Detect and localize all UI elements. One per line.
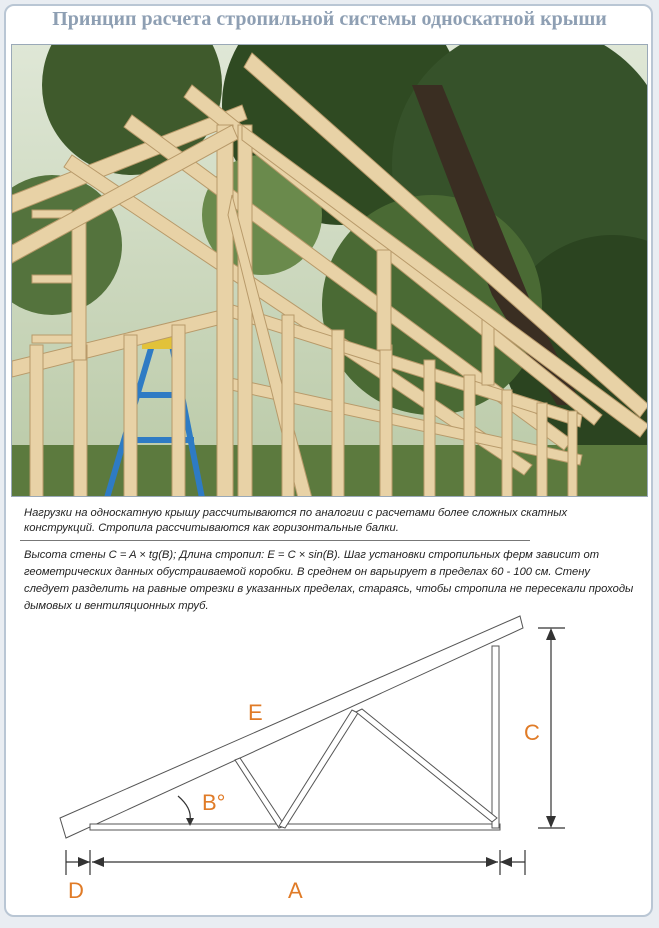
label-e: E [248,700,263,725]
truss-diagram [0,600,659,923]
label-c: C [524,720,540,745]
photo-caption: Нагрузки на односкатную крышу рассчитываются по аналогии с расчетами более сложных скатных конструкций. Стропила рассчитываются как горизонтальные балки. [24,507,568,534]
rafter [60,616,523,838]
label-a: A [288,878,303,903]
web-member [235,758,285,828]
page-title: Принцип расчета стропильной системы односкатной крыши [52,8,607,30]
bottom-chord [90,824,500,830]
label-d: D [68,878,84,903]
roof-frame-photo [11,44,648,497]
formula-text: Высота стены C = A × tg(B); Длина стропил: E = C × sin(B). Шаг установки стропильных ферм зависит от геометрических данных обустраиваемой коробки. В среднем он варьирует в пределах 60 - 100 см. Стену следует разделить на равные отрезки в указанных пределах, стараясь, чтобы стропила не пересекали проходы дымовых и вентиляционных труб. [24,549,634,612]
web-member [356,709,497,822]
vertical-post [492,646,499,828]
angle-arc [178,796,190,820]
divider [20,540,530,541]
label-b: B° [202,790,226,815]
